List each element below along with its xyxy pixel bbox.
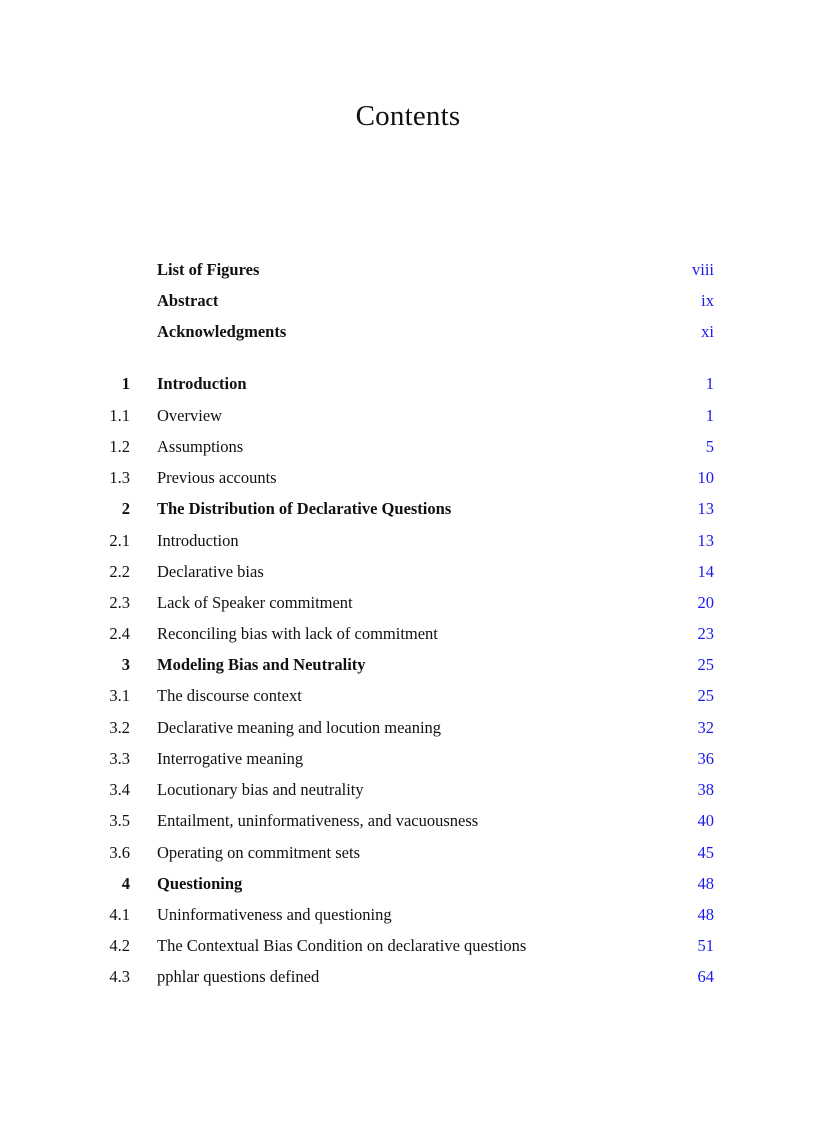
- section-title: The Contextual Bias Condition on declarative questions: [157, 936, 527, 955]
- section-number: 2.3: [109, 593, 130, 612]
- section-title: Introduction: [157, 531, 239, 550]
- toc-section-3-2[interactable]: [0, 716, 816, 740]
- section-title: Uninformativeness and questioning: [157, 905, 392, 924]
- section-number: 1.1: [109, 406, 130, 425]
- section-number: 3.6: [109, 843, 130, 862]
- toc-section-2-1[interactable]: [0, 529, 816, 553]
- section-title: Reconciling bias with lack of commitment: [157, 624, 438, 643]
- toc-section-3-3[interactable]: [0, 747, 816, 771]
- page-title: Contents: [355, 100, 461, 132]
- toc-page-link[interactable]: 38: [697, 780, 714, 799]
- toc-page-link[interactable]: xi: [701, 322, 714, 341]
- toc-chapter-1[interactable]: [0, 372, 816, 396]
- toc-page-link[interactable]: ix: [701, 291, 714, 310]
- chapter-number: 2: [121, 499, 130, 518]
- toc-page-link[interactable]: 10: [697, 468, 714, 487]
- toc-page-link[interactable]: 1: [705, 374, 714, 393]
- chapter-title: The Distribution of Declarative Questions: [157, 499, 452, 518]
- toc-page-link[interactable]: 36: [697, 749, 714, 768]
- section-number: 1.2: [109, 437, 130, 456]
- toc-page-link[interactable]: 40: [697, 811, 714, 830]
- toc-page-link[interactable]: 64: [697, 967, 714, 986]
- section-number: 1.3: [109, 468, 130, 487]
- section-number: 4.3: [109, 967, 130, 986]
- toc-section-2-3[interactable]: [0, 591, 816, 615]
- toc-section-1-1[interactable]: [0, 404, 816, 428]
- section-number: 3.5: [109, 811, 130, 830]
- toc-entry-label: List of Figures: [157, 260, 260, 279]
- toc-page-link[interactable]: 13: [697, 499, 714, 518]
- toc-entry-label: Acknowledgments: [157, 322, 287, 341]
- section-number: 3.2: [109, 718, 130, 737]
- toc-page-link[interactable]: 32: [697, 718, 714, 737]
- chapter-number: 3: [121, 655, 130, 674]
- toc-page-link[interactable]: 45: [697, 843, 714, 862]
- toc-chapter-3[interactable]: [0, 653, 816, 677]
- section-title: Operating on commitment sets: [157, 843, 361, 862]
- toc-page-link[interactable]: 23: [697, 624, 714, 643]
- section-title: Declarative bias: [157, 562, 264, 581]
- toc-page-link[interactable]: 14: [697, 562, 714, 581]
- section-number: 4.1: [109, 905, 130, 924]
- toc-page-link[interactable]: 13: [697, 531, 714, 550]
- toc-section-4-1[interactable]: [0, 903, 816, 927]
- toc-page-link[interactable]: 25: [697, 655, 714, 674]
- toc-page-link[interactable]: 1: [705, 406, 714, 425]
- toc-section-1-3[interactable]: [0, 466, 816, 490]
- toc-entry-label: Abstract: [157, 291, 219, 310]
- toc-section-3-5[interactable]: [0, 809, 816, 833]
- section-number: 3.3: [109, 749, 130, 768]
- toc-section-3-6[interactable]: [0, 841, 816, 865]
- chapter-title: Questioning: [157, 874, 243, 893]
- toc-page-link[interactable]: 20: [697, 593, 714, 612]
- section-title: Assumptions: [157, 437, 244, 456]
- toc-entry-abstract[interactable]: [0, 289, 816, 313]
- toc-page-link[interactable]: viii: [691, 260, 714, 279]
- toc-entry-list-of-figures[interactable]: [0, 258, 816, 282]
- section-title: The discourse context: [157, 686, 302, 705]
- section-number: 2.4: [109, 624, 130, 643]
- section-number: 2.1: [109, 531, 130, 550]
- toc-page-link[interactable]: 51: [697, 936, 714, 955]
- section-number: 3.1: [109, 686, 130, 705]
- section-title: Interrogative meaning: [157, 749, 304, 768]
- toc-section-3-1[interactable]: [0, 684, 816, 708]
- toc-entry-acknowledgments[interactable]: [0, 320, 816, 344]
- toc-section-3-4[interactable]: [0, 778, 816, 802]
- toc-chapter-2[interactable]: [0, 497, 816, 521]
- section-title: Overview: [157, 406, 223, 425]
- toc-page-link[interactable]: 25: [697, 686, 714, 705]
- toc-section-2-4[interactable]: [0, 622, 816, 646]
- section-number: 2.2: [109, 562, 130, 581]
- chapter-number: 4: [121, 874, 130, 893]
- section-number: 3.4: [109, 780, 130, 799]
- toc-page-link[interactable]: 5: [705, 437, 714, 456]
- chapter-title: Modeling Bias and Neutrality: [157, 655, 366, 674]
- section-number: 4.2: [109, 936, 130, 955]
- toc-page-link[interactable]: 48: [697, 905, 714, 924]
- section-title: Lack of Speaker commitment: [157, 593, 353, 612]
- section-title: Declarative meaning and locution meaning: [157, 718, 442, 737]
- toc-section-4-2[interactable]: [0, 934, 816, 958]
- section-title: Locutionary bias and neutrality: [157, 780, 364, 799]
- toc-section-4-3[interactable]: [0, 965, 816, 989]
- section-title: Previous accounts: [157, 468, 277, 487]
- chapter-number: 1: [121, 374, 130, 393]
- chapter-title: Introduction: [157, 374, 247, 393]
- toc-section-1-2[interactable]: [0, 435, 816, 459]
- section-title: Entailment, uninformativeness, and vacuousness: [157, 811, 479, 830]
- toc-section-2-2[interactable]: [0, 560, 816, 584]
- section-title: pphlar questions defined: [157, 967, 320, 986]
- toc-page-link[interactable]: 48: [697, 874, 714, 893]
- toc-chapter-4[interactable]: [0, 872, 816, 896]
